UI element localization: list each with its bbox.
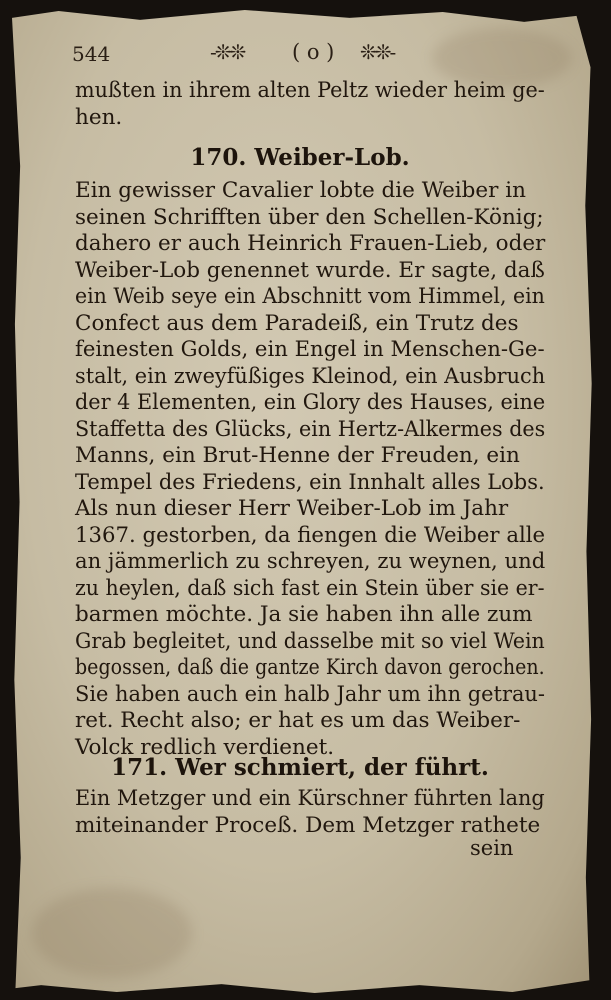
text-line: zu heylen, daß sich fast ein Stein über sie er- (75, 575, 545, 601)
page-header (60, 36, 540, 70)
page-stain (32, 888, 192, 978)
text-line: Grab begleitet, und dasselbe mit so viel Wein (75, 628, 545, 654)
page-number: 544 (72, 42, 111, 66)
ornament-right-icon: ❊❊- (360, 40, 395, 64)
text-line: an jämmerlich zu schreyen, zu weynen, und (75, 549, 546, 574)
ornament-left-icon: -❊❊ (210, 40, 245, 64)
text-line: hen. (75, 104, 123, 130)
continued-paragraph (75, 78, 545, 131)
text-line: miteinander Proceß. Dem Metzger rathete (75, 812, 541, 838)
signature-mark: ( o ) (292, 40, 335, 64)
text-line: ret. Recht also; er hat es um das Weiber- (75, 708, 521, 733)
text-line: Sie haben auch ein halb Jahr um ihn getrau- (75, 681, 545, 707)
text-line: begossen, daß die gantze Kirch davon gerochen. (75, 655, 545, 680)
text-line: dahero er auch Heinrich Frauen-Lieb, oder (75, 231, 546, 256)
section-170-body (75, 178, 545, 761)
text-line: Tempel des Friedens, ein Innhalt alles Lobs. (75, 469, 545, 495)
section-heading-171: 171. Wer schmiert, der führt. (111, 754, 489, 781)
text-line: der 4 Elementen, ein Glory des Hauses, eine (75, 390, 546, 415)
section-heading-170: 170. Weiber-Lob. (190, 144, 410, 171)
text-line: barmen möchte. Ja sie haben ihn alle zum (75, 602, 533, 627)
text-line: Manns, ein Brut-Henne der Freuden, ein (75, 443, 520, 468)
text-line: feinesten Golds, ein Engel in Menschen-Ge- (75, 337, 545, 362)
text-line: Ein gewisser Cavalier lobte die Weiber in (75, 178, 526, 203)
text-line: stalt, ein zweyfüßiges Kleinod, ein Ausbruch (75, 363, 546, 389)
text-line: Volck redlich verdienet. (75, 734, 335, 760)
catchword: sein (470, 836, 514, 860)
text-line: 1367. gestorben, da fiengen die Weiber alle (75, 522, 546, 548)
section-171-body (75, 786, 545, 839)
text-line: mußten in ihrem alten Peltz wieder heim ge- (75, 78, 545, 103)
text-line: Weiber-Lob genennet wurde. Er sagte, daß (75, 257, 545, 283)
text-line: Staffetta des Glücks, ein Hertz-Alkermes des (75, 416, 546, 442)
text-line: Als nun dieser Herr Weiber-Lob im Jahr (75, 496, 509, 521)
text-line: Confect aus dem Paradeiß, ein Trutz des (75, 310, 519, 336)
text-line: ein Weib seye ein Abschnitt vom Himmel, ein (75, 284, 545, 309)
text-line: seinen Schrifften über den Schellen-König; (75, 204, 544, 230)
text-line: Ein Metzger und ein Kürschner führten lang (75, 786, 545, 811)
